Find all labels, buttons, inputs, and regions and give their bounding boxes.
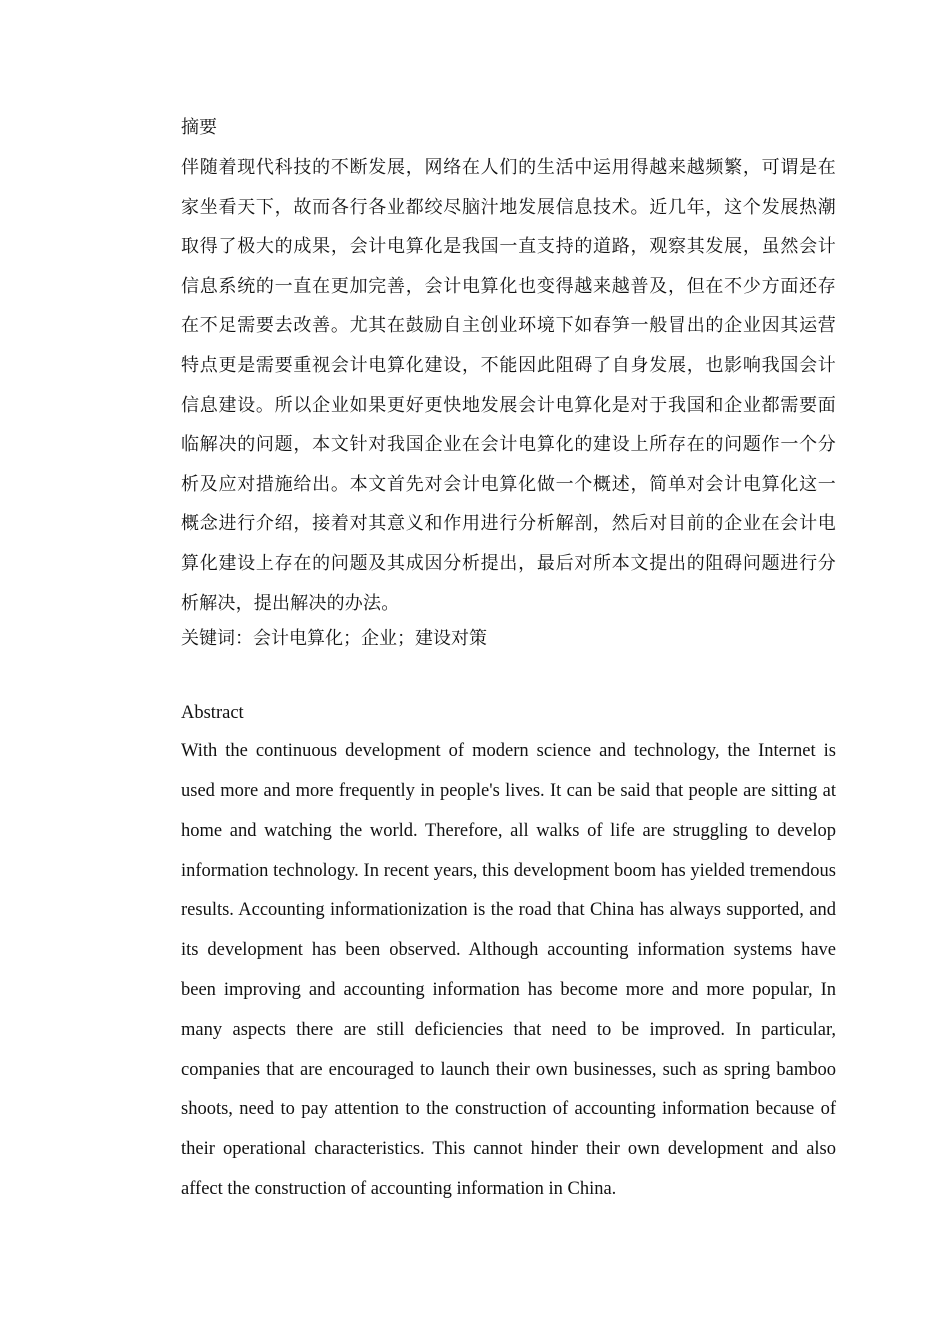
document-page bbox=[181, 108, 836, 1210]
abstract-en-section bbox=[181, 699, 836, 1210]
abstract-cn-heading: 摘要 bbox=[181, 117, 217, 138]
abstract-cn-keywords: 关键词：会计电算化；企业；建设对策 bbox=[181, 628, 487, 650]
abstract-en-body: With the continuous development of modern science and technology, the Internet is used more and more frequently in people's lives. It can be said that people are sitting at home and watching the world. Therefore, all walks of life are struggling to develop information technology. In recent years, this development boom has yielded tremendous results. Accounting informationization is the road that China has always supported, and its development has been observed. Although accounting information systems have been improving and accounting information has become more and more popular, In many aspects there are still deficiencies that need to be improved. In particular, companies that are encouraged to launch their own businesses, such as spring bamboo shoots, need to pay attention to the construction of accounting information because of their operational characteristics. This cannot hinder their own development and also affect the construction of accounting information in China. bbox=[181, 741, 836, 1199]
abstract-cn-body: 伴随着现代科技的不断发展，网络在人们的生活中运用得越来越频繁，可谓是在家坐看天下，故而各行各业都绞尽脑汁地发展信息技术。近几年，这个发展热潮取得了极大的成果，会计电算化是我国一直支持的道路，观察其发展，虽然会计信息系统的一直在更加完善，会计电算化也变得越来越普及，但在不少方面还存在不足需要去改善。尤其在鼓励自主创业环境下如春笋一般冒出的企业因其运营特点更是需要重视会计电算化建设，不能因此阻碍了自身发展，也影响我国会计信息建设。所以企业如果更好更快地发展会计电算化是对于我国和企业都需要面临解决的问题，本文针对我国企业在会计电算化的建设上所存在的问题作一个分析及应对措施给出。本文首先对会计电算化做一个概述，简单对会计电算化这一概念进行介绍，接着对其意义和作用进行分析解剖，然后对目前的企业在会计电算化建设上存在的问题及其成因分析提出，最后对所本文提出的阻碍问题进行分析解决，提出解决的办法。 bbox=[181, 157, 836, 614]
abstract-en-heading: Abstract bbox=[181, 703, 244, 724]
section-spacer bbox=[181, 655, 836, 697]
abstract-cn-section bbox=[181, 108, 836, 655]
